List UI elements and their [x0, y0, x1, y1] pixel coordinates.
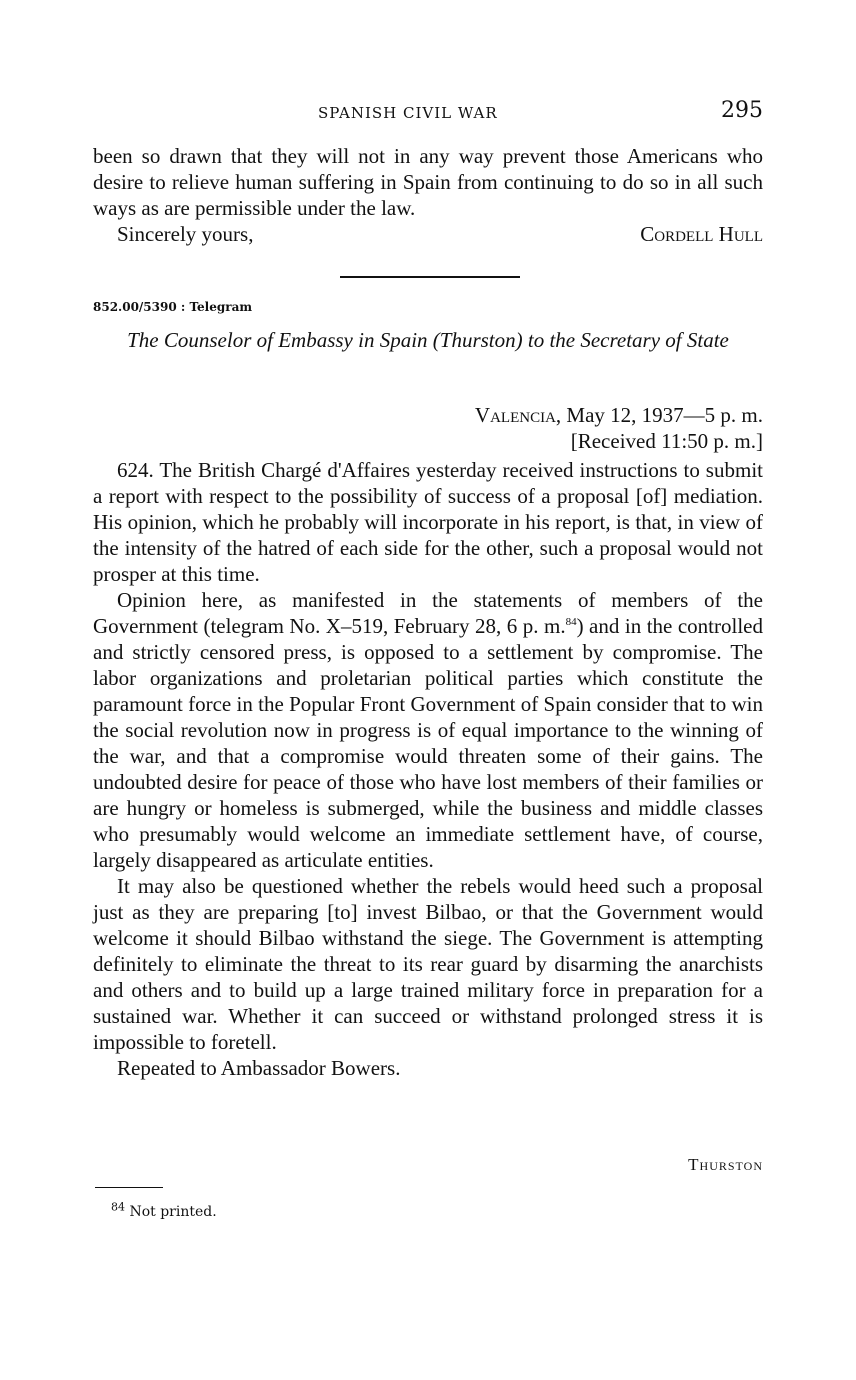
footnote-rule: [95, 1187, 163, 1188]
dateline-date: , May 12, 1937—5 p. m.: [555, 403, 763, 427]
footnote-reference: 84: [565, 616, 577, 628]
telegram-signature: Thurston: [688, 1155, 763, 1174]
previous-signature: Cordell Hull: [640, 222, 763, 246]
paragraph-1: 624. The British Chargé d'Affaires yesterday received instructions to submit a report with respect to the possibility of success of a proposal [of] mediation. His opinion, which he probably will incorporate in his report, is that, in view of the intensity of the hatred of each side for the other, such a proposal would not prosper at this time.: [93, 458, 763, 586]
paragraph-4: Repeated to Ambassador Bowers.: [117, 1056, 401, 1080]
page-header: [93, 98, 763, 128]
file-reference: 852.00/5390 : Telegram: [93, 300, 253, 314]
paragraph-2: [93, 587, 763, 873]
footnote-marker: 84: [111, 1200, 125, 1214]
paragraph-3: It may also be questioned whether the rebels would heed such a proposal just as they are preparing [to] invest Bilbao, or that the Government would welcome it should Bilbao withstand the siege. The Government is attempting definitely to eliminate the threat to its rear guard by disarming the anarchists and others and to build up a large trained military force in preparation for a sustained war. Whether it can succeed or withstand prolonged stress it is impossible to foretell.: [93, 874, 763, 1054]
dateline: [475, 402, 763, 454]
footnote: [111, 1200, 217, 1220]
document-title: The Counselor of Embassy in Spain (Thurston) to the Secretary of State: [127, 328, 729, 352]
dateline-place: Valencia: [474, 403, 556, 427]
telegram-body: [93, 457, 763, 1081]
closing-paragraph: been so drawn that they will not in any way prevent those Americans who desire to relieve human suffering in Spain from continuing to do so in all such ways as are permissible under the law.: [93, 144, 763, 220]
dateline-sent: [475, 402, 763, 428]
footnote-text: Not printed.: [125, 1204, 217, 1220]
page-number: 295: [721, 98, 763, 123]
valediction: Sincerely yours,: [117, 222, 254, 246]
closing-line: [93, 221, 763, 247]
running-head: SPANISH CIVIL WAR: [318, 104, 498, 122]
received-time: [Received 11:50 p. m.]: [570, 429, 763, 453]
previous-letter-ending: [93, 143, 763, 247]
paragraph-2-end: ) and in the controlled and strictly censored press, is opposed to a settlement by compromise. The labor organizations and proletarian political parties which constitute the paramount force in the Popular Front Government of Spain consider that to win the social revolution now in progress is of equal importance to the winning of the war, and that a compromise would threaten some of their gains. The undoubted desire for peace of those who have lost members of their families or are hungry or homeless is submerged, while the business and middle classes who presumably would welcome an immediate settlement have, of course, largely disappeared as articulate entities.: [93, 614, 763, 872]
paragraph-2-start: Opinion here, as manifested in the statements of members of the Government (telegram No. X–519, February 28, 6 p. m.: [93, 588, 763, 638]
section-separator: [340, 276, 520, 278]
